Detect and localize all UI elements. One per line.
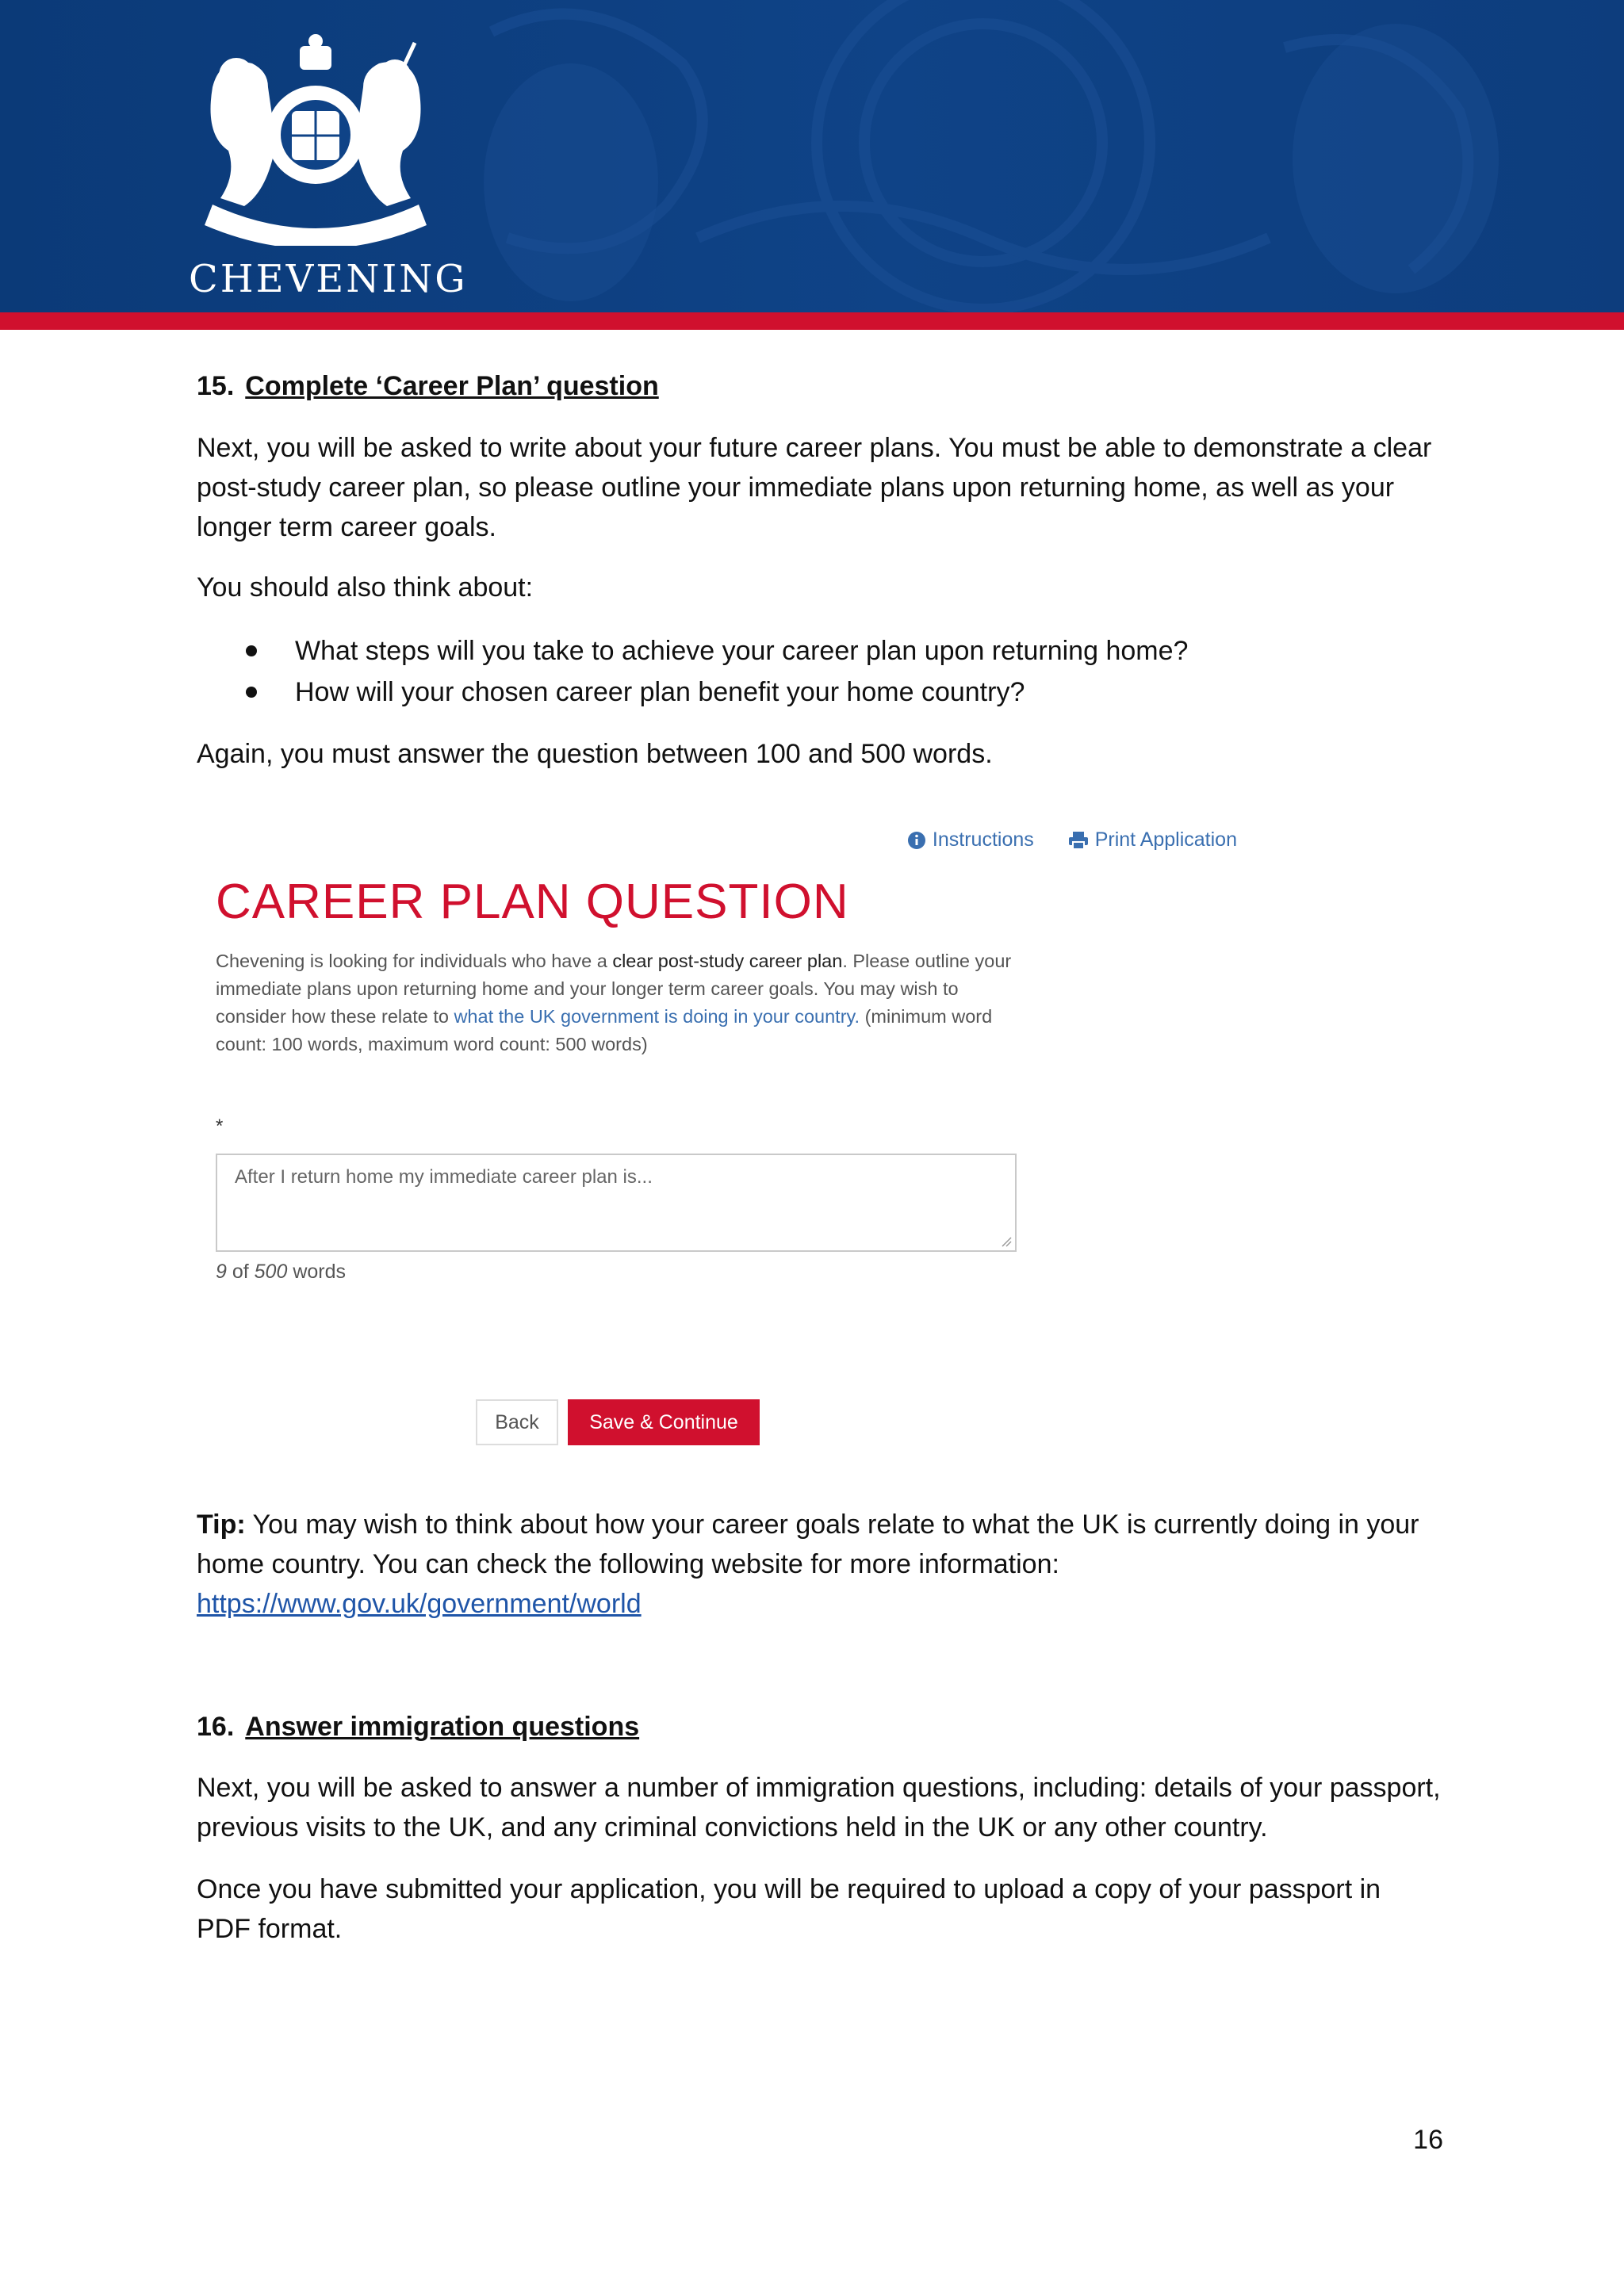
tip-paragraph: Tip: You may wish to think about how your career goals relate to what the UK is currently doing in your home country. You can check the following website for more information: https://www.gov.uk/government/world bbox=[197, 1510, 1419, 1619]
back-button[interactable]: Back bbox=[476, 1399, 558, 1445]
save-continue-button[interactable]: Save & Continue bbox=[568, 1399, 760, 1445]
section-15-bullet-list bbox=[246, 630, 1356, 713]
royal-coat-of-arms-icon bbox=[181, 32, 450, 246]
section-16-para-2: Once you have submitted your application, you will be required to upload a copy of your passport in PDF format. bbox=[197, 1874, 1381, 1944]
section-15-think-about: You should also think about: bbox=[197, 572, 534, 603]
list-item: How will your chosen career plan benefit your home country? bbox=[246, 672, 1356, 713]
page-number: 16 bbox=[1413, 2125, 1443, 2155]
bullet-icon bbox=[246, 645, 257, 656]
bullet-icon bbox=[246, 687, 257, 698]
section-16-heading bbox=[197, 1708, 1442, 1746]
info-icon bbox=[907, 831, 926, 850]
section-16-para-1: Next, you will be asked to answer a number of immigration questions, including: details of your passport, previous visits to the UK, and any criminal convictions held in the UK or any other country. bbox=[197, 1773, 1441, 1843]
career-plan-question-title: CAREER PLAN QUESTION bbox=[216, 874, 849, 929]
uk-government-link[interactable]: what the UK government is doing in your country. bbox=[454, 1006, 860, 1027]
resize-handle-icon[interactable] bbox=[1001, 1236, 1012, 1247]
section-16-number: 16. bbox=[197, 1712, 235, 1742]
section-15-number: 15. bbox=[197, 371, 235, 401]
list-item: What steps will you take to achieve your career plan upon returning home? bbox=[246, 630, 1356, 672]
header-banner bbox=[0, 0, 1624, 312]
section-15-title: Complete ‘Career Plan’ question bbox=[245, 371, 659, 401]
brand-wordmark: CHEVENING bbox=[189, 257, 468, 301]
section-16-title: Answer immigration questions bbox=[245, 1712, 640, 1742]
career-plan-textarea[interactable] bbox=[216, 1154, 1017, 1252]
print-application-link[interactable]: Print Application bbox=[1068, 828, 1237, 851]
gov-uk-world-link[interactable]: https://www.gov.uk/government/world bbox=[197, 1589, 642, 1619]
section-15-word-limit: Again, you must answer the question between 100 and 500 words. bbox=[197, 739, 993, 769]
instructions-link[interactable]: Instructions bbox=[907, 828, 1034, 851]
tip-label: Tip: bbox=[197, 1510, 246, 1540]
career-plan-form-screenshot bbox=[214, 828, 1237, 1455]
word-counter: 9 of 500 words bbox=[216, 1261, 347, 1283]
required-marker: * bbox=[216, 1115, 224, 1137]
header-red-stripe bbox=[0, 312, 1624, 330]
question-description: Chevening is looking for individuals who have a clear post-study career plan. Please outline your immediate plans upon returning home and your longer term career goals. You may wish to consider how these relate to what the UK government is doing in your country. (minimum word count: 100 words, maximum word count: 500 words) bbox=[216, 951, 1012, 1054]
form-top-links bbox=[879, 828, 1237, 855]
section-15-intro: Next, you will be asked to write about your future career plans. You must be able to demonstrate a clear post-study career plan, so please outline your immediate plans upon returning home, as well as your longer term career goals. bbox=[197, 433, 1432, 542]
desc-emphasis: clear post-study career plan bbox=[612, 951, 843, 971]
textarea-placeholder: After I return home my immediate career plan is... bbox=[235, 1166, 653, 1188]
section-15-heading bbox=[197, 367, 1442, 405]
printer-icon bbox=[1068, 831, 1089, 850]
